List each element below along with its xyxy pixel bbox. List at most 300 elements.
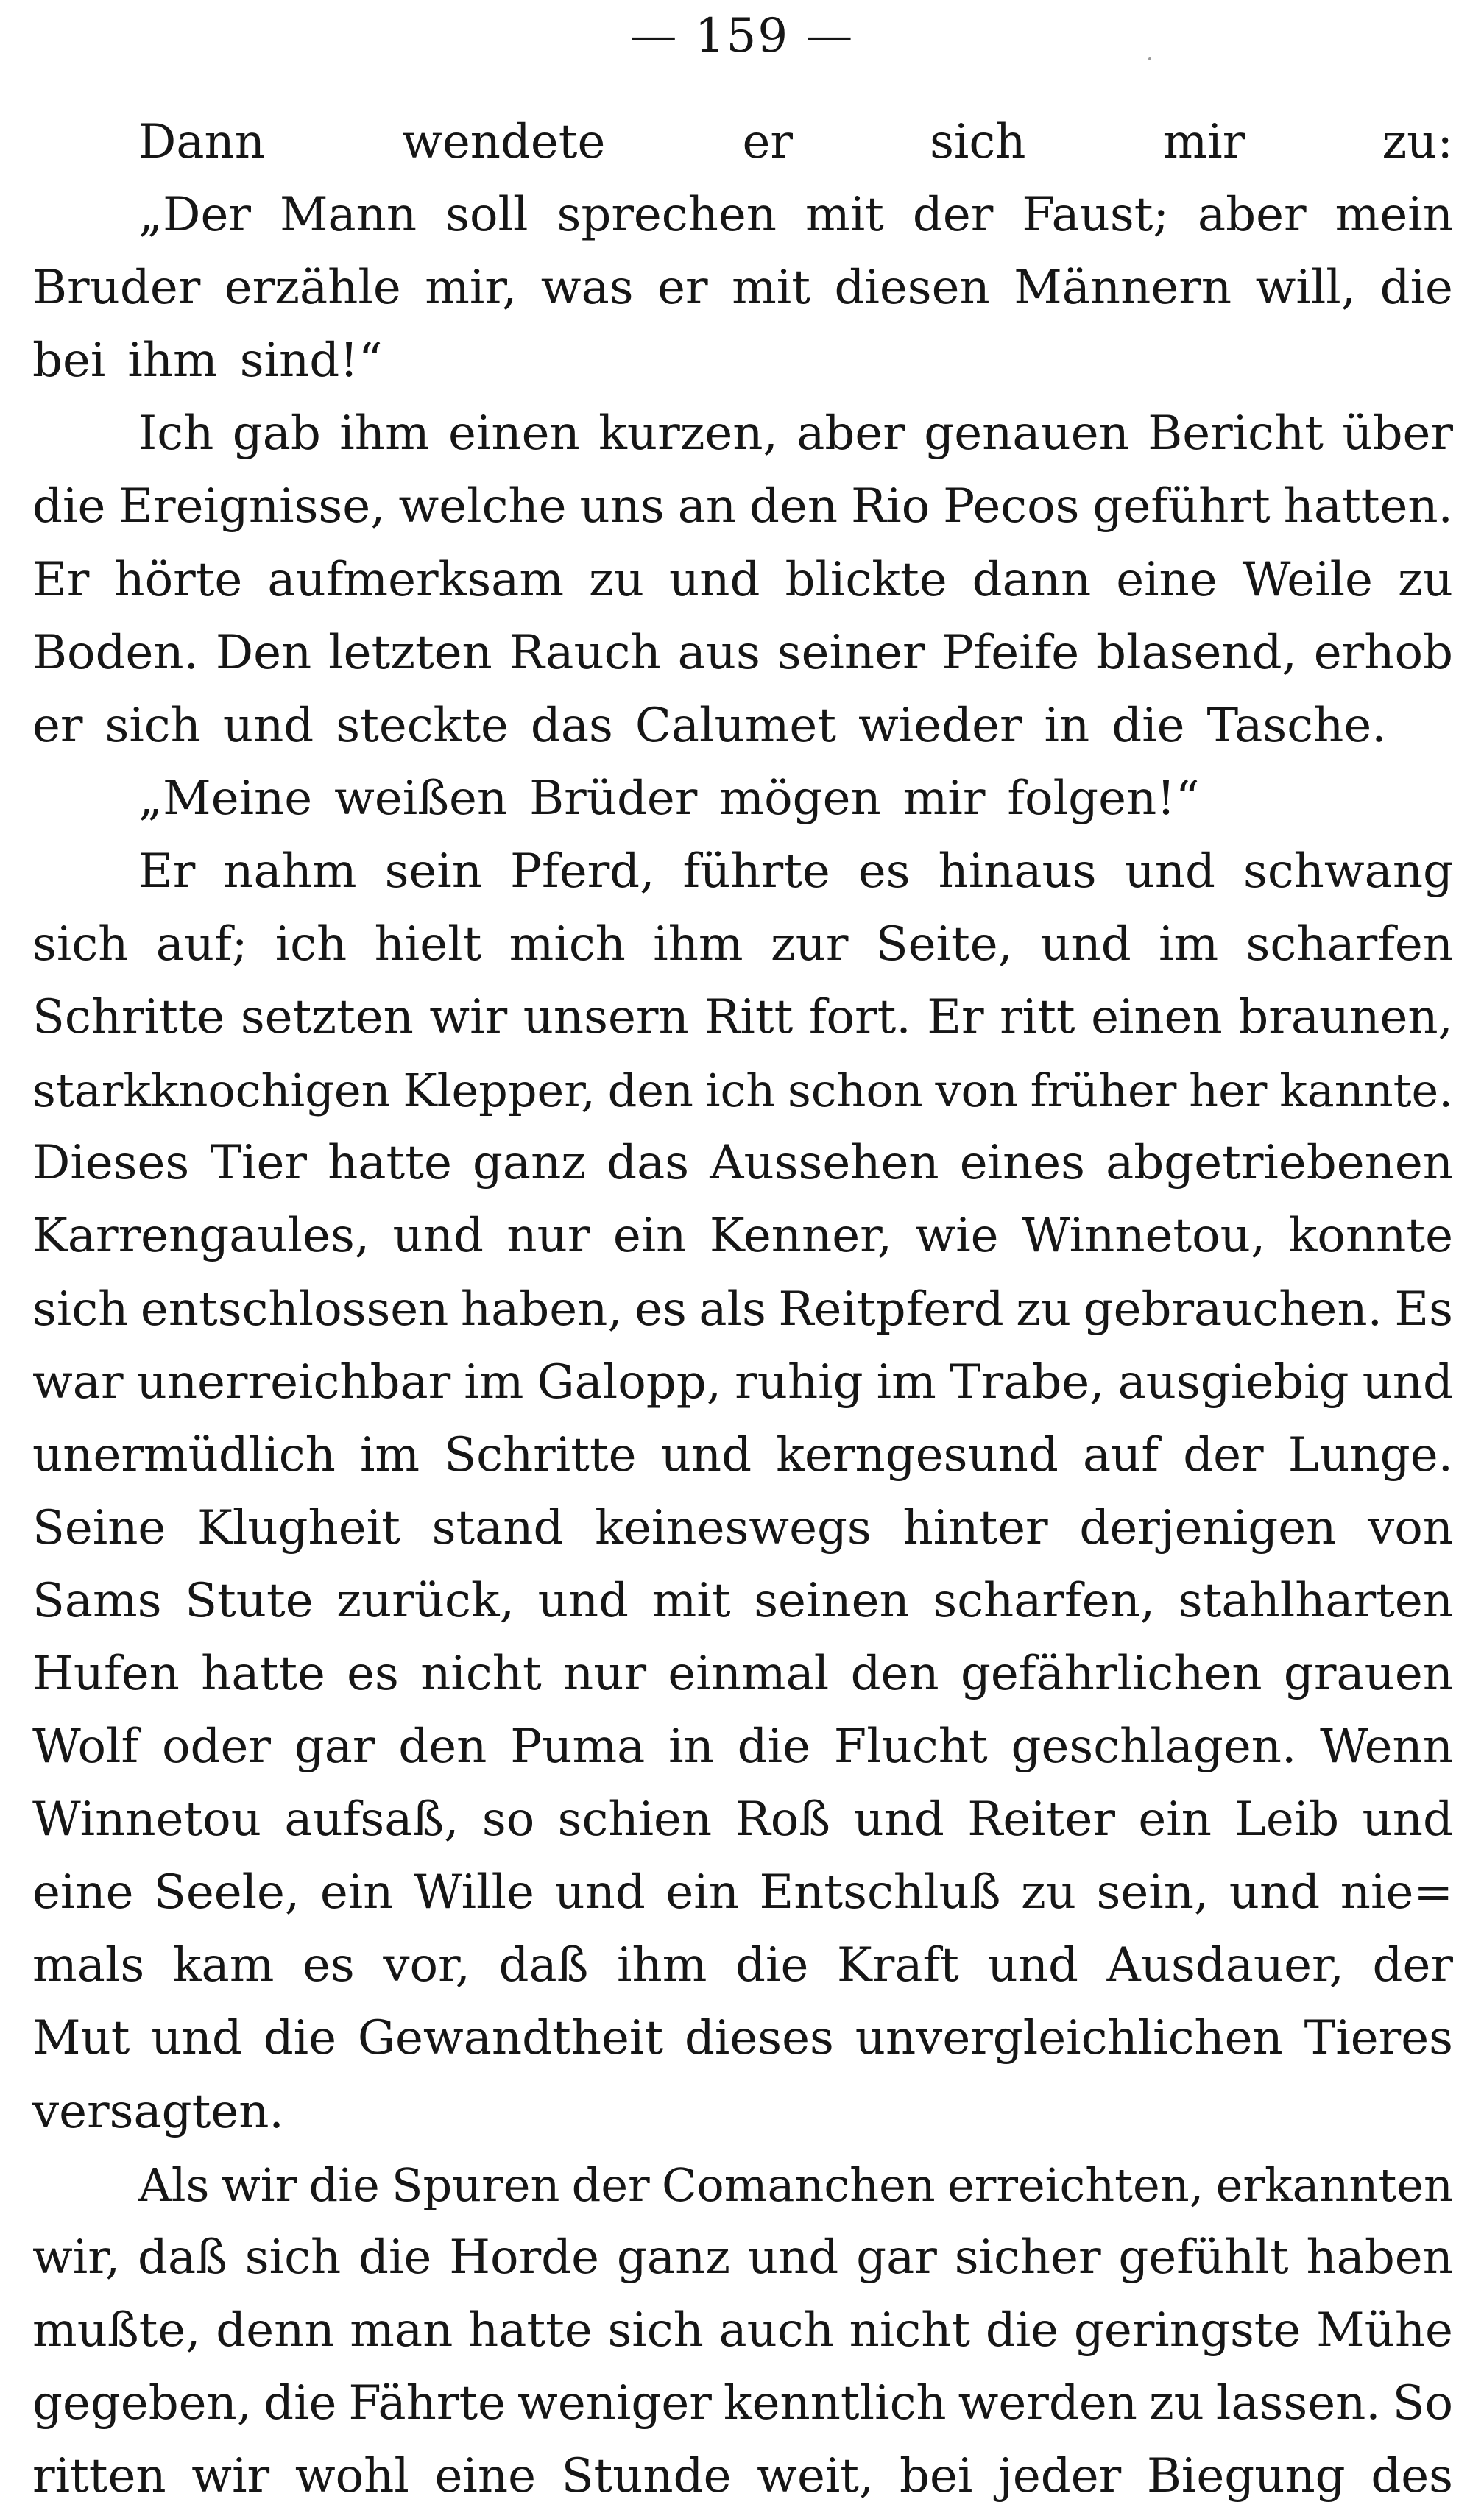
word: unermüdlich [32, 1427, 336, 1482]
word: Mut [32, 2011, 130, 2066]
word: hatte [328, 1136, 452, 1191]
word: ritt [1000, 990, 1075, 1045]
word: Mann [279, 188, 417, 243]
word: unvergleichlichen [855, 2011, 1283, 2066]
word: ganz [472, 1136, 587, 1191]
word: nicht [420, 1646, 542, 1701]
word: mögen [719, 771, 881, 826]
word: Pfeife [941, 625, 1080, 680]
word: und [554, 1865, 646, 1920]
word: fort. [808, 990, 911, 1045]
word: sich [32, 1282, 129, 1337]
word: den [398, 1719, 487, 1775]
text-line [32, 2367, 1453, 2440]
word: ganz [616, 2230, 730, 2285]
text-line [32, 325, 1453, 397]
word: werden [958, 2375, 1137, 2431]
word: Hufen [32, 1646, 180, 1701]
word: es [635, 1282, 687, 1337]
word: an [677, 479, 737, 534]
text-line [32, 1492, 1453, 1565]
word: hatte [201, 1646, 325, 1701]
word: ein [612, 1209, 687, 1264]
word: folgen!“ [1007, 771, 1200, 826]
word: zu [1397, 552, 1453, 607]
word: erzähle [224, 261, 401, 316]
body-text [32, 106, 1453, 2513]
word: Rauch [509, 625, 661, 680]
word: hatte [468, 2302, 593, 2358]
word: Entschluß [759, 1865, 1001, 1920]
word: wieder [858, 698, 1022, 753]
word: und [1362, 1792, 1453, 1848]
word: auf; [155, 917, 248, 972]
word: erreichten, [947, 2157, 1204, 2212]
word: und [392, 1209, 484, 1264]
word: den [850, 1646, 939, 1701]
word: die [1379, 261, 1453, 316]
text-line [32, 617, 1453, 690]
text-line [32, 2440, 1453, 2513]
word: aufsaß, [284, 1792, 459, 1848]
word: jeder [998, 2449, 1122, 2503]
word: genauen [924, 406, 1129, 462]
text-line [32, 2002, 1453, 2075]
word: sein [384, 844, 482, 899]
word: im [876, 1354, 936, 1410]
word: ihm [617, 1938, 707, 1993]
word: bei [900, 2449, 973, 2503]
word: seinen [754, 1573, 910, 1628]
word: gebrauchen. [1083, 1282, 1382, 1337]
word: wendete [402, 115, 606, 169]
word: Schritte [32, 990, 225, 1045]
word: und [987, 1938, 1078, 1993]
word: entschlossen [140, 1282, 449, 1337]
text-line [32, 2294, 1453, 2367]
word: gar [294, 1719, 375, 1775]
word: wir [429, 990, 508, 1045]
word: lassen. [1215, 2375, 1381, 2431]
word: hatten. [1283, 479, 1453, 534]
word: ihm [339, 406, 430, 462]
word: eines [959, 1136, 1085, 1191]
word: hielt [374, 917, 482, 972]
word: gab [232, 406, 321, 462]
word: ihm [127, 333, 218, 389]
word: Galopp, [537, 1354, 722, 1410]
word: Dann [138, 115, 265, 169]
word: früher [1030, 1064, 1177, 1118]
word: Pferd, [509, 844, 655, 899]
word: wie [915, 1209, 999, 1264]
word: haben [1306, 2230, 1453, 2285]
word: im [359, 1427, 420, 1482]
word: Winnetou, [1021, 1209, 1266, 1264]
word: uns [579, 479, 665, 534]
page-number: — 159 — [629, 9, 855, 63]
word: soll [445, 188, 529, 243]
word: daß [138, 2230, 227, 2285]
word: blickte [785, 552, 947, 607]
word: kannte. [1279, 1064, 1453, 1118]
text-line [32, 981, 1453, 1054]
word: wir, [32, 2230, 121, 2285]
word: daß [498, 1938, 589, 1993]
word: geringste [1073, 2302, 1301, 2358]
word: Wenn [1320, 1719, 1453, 1775]
word: hörte [114, 552, 243, 607]
text-line [32, 1127, 1453, 1200]
word: eine [1116, 552, 1218, 607]
word: „Der [138, 188, 251, 243]
word: scharfen, [933, 1573, 1156, 1628]
word: ritten [32, 2449, 166, 2503]
word: und [1124, 844, 1215, 899]
word: gegeben, [32, 2375, 252, 2431]
word: im [1159, 917, 1219, 972]
word: mit [651, 1573, 731, 1628]
word: kurzen, [598, 406, 778, 462]
word: kam [172, 1938, 275, 1993]
word: aufmerksam [267, 552, 564, 607]
word: ihm [653, 917, 743, 972]
word: Schritte [444, 1427, 637, 1482]
word: Calumet [635, 698, 836, 753]
word: das [530, 698, 613, 753]
word: haben, [460, 1282, 623, 1337]
word: starkknochigen [32, 1064, 391, 1118]
word: weniger [517, 2375, 712, 2431]
word: Winnetou [32, 1792, 261, 1848]
word: mußte, [32, 2302, 201, 2358]
word: erhob [1313, 625, 1453, 680]
word: Pecos [943, 479, 1080, 534]
word: sicher [954, 2230, 1101, 2285]
word: und [660, 1427, 752, 1482]
word: sich [105, 698, 201, 753]
word: Kraft [836, 1938, 959, 1993]
word: und [537, 1573, 629, 1628]
word: keineswegs [595, 1500, 872, 1555]
text-line [32, 1273, 1453, 1346]
word: er [32, 698, 83, 753]
word: mit [732, 261, 810, 316]
word: schon [787, 1064, 923, 1118]
word: von [935, 1064, 1018, 1118]
word: Puma [510, 1719, 646, 1775]
word: setzten [240, 990, 414, 1045]
word: Aussehen [710, 1136, 939, 1191]
word: eine [32, 1865, 134, 1920]
word: vor, [383, 1938, 470, 1993]
text-line [32, 1565, 1453, 1638]
word: Brüder [529, 771, 698, 826]
word: weißen [334, 771, 508, 826]
word: Ich [138, 406, 214, 462]
word: was [540, 261, 634, 316]
word: mals [32, 1938, 145, 1993]
word: oder [161, 1719, 271, 1775]
word: der [1183, 1427, 1264, 1482]
word: es [858, 844, 911, 899]
text-line [32, 1419, 1453, 1492]
word: die [308, 2157, 380, 2212]
word: nur [563, 1646, 647, 1701]
word: Ritt [704, 990, 794, 1045]
text-line [32, 106, 1453, 179]
text-line [32, 179, 1453, 252]
text-line [32, 835, 1453, 908]
text-line [32, 1856, 1453, 1929]
word: und [1229, 1865, 1321, 1920]
word: nur [506, 1209, 590, 1264]
text-line [32, 2222, 1453, 2294]
word: aber [1198, 188, 1307, 243]
word: so [481, 1792, 535, 1848]
word: zur [770, 917, 849, 972]
word: mir [1162, 115, 1246, 169]
text-line [32, 544, 1453, 617]
word: denn [216, 2302, 335, 2358]
word: unsern [523, 990, 689, 1045]
word: stahlharten [1178, 1573, 1453, 1628]
word: Biegung [1146, 2449, 1346, 2503]
text-line [32, 690, 1453, 763]
word: Tier [210, 1136, 307, 1191]
word: sind!“ [239, 333, 383, 389]
word: Stute [185, 1573, 314, 1628]
word: in [668, 1719, 714, 1775]
word: Tieres [1304, 2011, 1453, 2066]
word: zu [1016, 1282, 1072, 1337]
word: Ausdauer, [1106, 1938, 1344, 1993]
word: das [607, 1136, 690, 1191]
word: eine [434, 2449, 536, 2503]
word: den [749, 479, 838, 534]
word: zu [589, 552, 644, 607]
text-line [32, 470, 1453, 543]
word: aber [796, 406, 905, 462]
text-line [32, 763, 1453, 835]
word: Trabe, [949, 1354, 1105, 1410]
word: Er [138, 844, 196, 899]
word: die [737, 1719, 810, 1775]
word: die [735, 1938, 809, 1993]
text-line [32, 252, 1453, 325]
word: in [1044, 698, 1090, 753]
word: schwang [1243, 844, 1453, 899]
word: wohl [294, 2449, 409, 2503]
text-line [32, 2149, 1453, 2222]
word: Als [138, 2157, 210, 2212]
word: Es [1394, 1282, 1453, 1337]
word: mit [805, 188, 884, 243]
word: und [151, 2011, 242, 2066]
word: Den [215, 625, 312, 680]
word: sein, [1096, 1865, 1209, 1920]
word: Roß [735, 1792, 830, 1848]
word: sich [32, 917, 129, 972]
word: ein [665, 1865, 739, 1920]
word: sich [607, 2302, 704, 2358]
word: Ereignisse, [119, 479, 386, 534]
word: Leib [1234, 1792, 1340, 1848]
word: sich [244, 2230, 342, 2285]
word: einen [1091, 990, 1223, 1045]
word: ich [705, 1064, 776, 1118]
word: der [571, 2157, 650, 2212]
text-line [32, 1784, 1453, 1856]
word: weit, [757, 2449, 875, 2503]
word: man [350, 2302, 453, 2358]
word: mir [902, 771, 986, 826]
text-line [32, 397, 1453, 470]
word: Wolf [32, 1719, 139, 1775]
word: stand [431, 1500, 564, 1555]
word: und [669, 552, 760, 607]
word: blasend, [1096, 625, 1297, 680]
text-line [32, 1929, 1453, 2002]
word: „Meine [138, 771, 313, 826]
word: schien [557, 1792, 713, 1848]
word: dann [972, 552, 1092, 607]
word: die [985, 2302, 1059, 2358]
word: ruhig [735, 1354, 863, 1410]
text-line [32, 1054, 1453, 1127]
word: sprechen [556, 188, 777, 243]
word: mir, [425, 261, 517, 316]
word: die [1112, 698, 1185, 753]
word: aus [677, 625, 760, 680]
word: es [347, 1646, 399, 1701]
text-line [32, 1200, 1453, 1273]
word: Reiter [967, 1792, 1115, 1848]
word: diesen [834, 261, 990, 316]
word: ein [319, 1865, 394, 1920]
word: So [1392, 2375, 1453, 2431]
word: Fährte [348, 2375, 506, 2431]
word: er [742, 115, 793, 169]
word: Bericht [1148, 406, 1324, 462]
word: zu [1148, 2375, 1204, 2431]
word: seiner [777, 625, 925, 680]
word: bei [32, 333, 106, 389]
text-line [32, 1638, 1453, 1711]
word: Seine [32, 1500, 166, 1555]
word: versagten. [32, 2084, 284, 2139]
word: als [699, 1282, 766, 1337]
word: dieses [684, 2011, 834, 2066]
word: und [853, 1792, 944, 1848]
word: geführt [1092, 479, 1271, 534]
word: gefühlt [1118, 2230, 1289, 2285]
word: Karrengaules, [32, 1209, 370, 1264]
word: Faust; [1022, 188, 1169, 243]
word: Rio [851, 479, 930, 534]
word: Bruder [32, 261, 201, 316]
word: die [263, 2011, 336, 2066]
word: scharfen [1246, 917, 1453, 972]
word: Seele, [153, 1865, 300, 1920]
text-line [32, 1346, 1453, 1419]
word: Lunge. [1287, 1427, 1453, 1482]
word: Kenner, [709, 1209, 892, 1264]
word: geschlagen. [1011, 1719, 1297, 1775]
word: zurück, [336, 1573, 515, 1628]
text-line [32, 2076, 1453, 2149]
word: abgetriebenen [1106, 1136, 1453, 1191]
word: Tasche. [1206, 698, 1387, 753]
word: und [222, 698, 314, 753]
word: Seite, [875, 917, 1013, 972]
word: auch [718, 2302, 834, 2358]
word: über [1342, 406, 1453, 462]
word: die [264, 2375, 337, 2431]
word: nahm [223, 844, 357, 899]
word: mich [509, 917, 626, 972]
word: zu: [1382, 115, 1453, 169]
word: im [464, 1354, 524, 1410]
word: hinter [902, 1500, 1048, 1555]
word: Er [927, 990, 984, 1045]
word: konnte [1288, 1209, 1453, 1264]
word: Weile [1242, 552, 1373, 607]
word: wir [191, 2449, 270, 2503]
scan-speck [1148, 57, 1151, 60]
word: die [32, 479, 106, 534]
word: Sams [32, 1573, 162, 1628]
word: Gewandtheit [357, 2011, 664, 2066]
word: von [1368, 1500, 1453, 1555]
word: einen [448, 406, 580, 462]
word: Spuren [392, 2157, 560, 2212]
word: nie= [1340, 1865, 1453, 1920]
word: will, [1255, 261, 1357, 316]
word: wir [221, 2157, 297, 2212]
word: ausgiebig [1117, 1354, 1349, 1410]
word: grauen [1283, 1646, 1453, 1701]
word: sich [930, 115, 1026, 169]
word: Flucht [833, 1719, 988, 1775]
word: letzten [328, 625, 492, 680]
word: erkannten [1215, 2157, 1453, 2212]
word: der [912, 188, 994, 243]
word: des [1371, 2449, 1453, 2503]
word: gar [856, 2230, 937, 2285]
word: und [747, 2230, 839, 2285]
word: einmal [668, 1646, 830, 1701]
word: Männern [1014, 261, 1232, 316]
word: zu [1021, 1865, 1076, 1920]
word: Boden. [32, 625, 199, 680]
word: und [1362, 1354, 1453, 1410]
word: gefährlichen [960, 1646, 1262, 1701]
word: Comanchen [661, 2157, 936, 2212]
word: Wille [413, 1865, 534, 1920]
word: kenntlich [723, 2375, 947, 2431]
word: Klugheit [197, 1500, 400, 1555]
word: auf [1082, 1427, 1159, 1482]
word: es [303, 1938, 355, 1993]
word: war [32, 1354, 124, 1410]
text-line [32, 1711, 1453, 1784]
word: und [1040, 917, 1131, 972]
word: mein [1335, 188, 1453, 243]
text-line [32, 908, 1453, 981]
word: Stunde [561, 2449, 732, 2503]
word: nicht [849, 2302, 971, 2358]
